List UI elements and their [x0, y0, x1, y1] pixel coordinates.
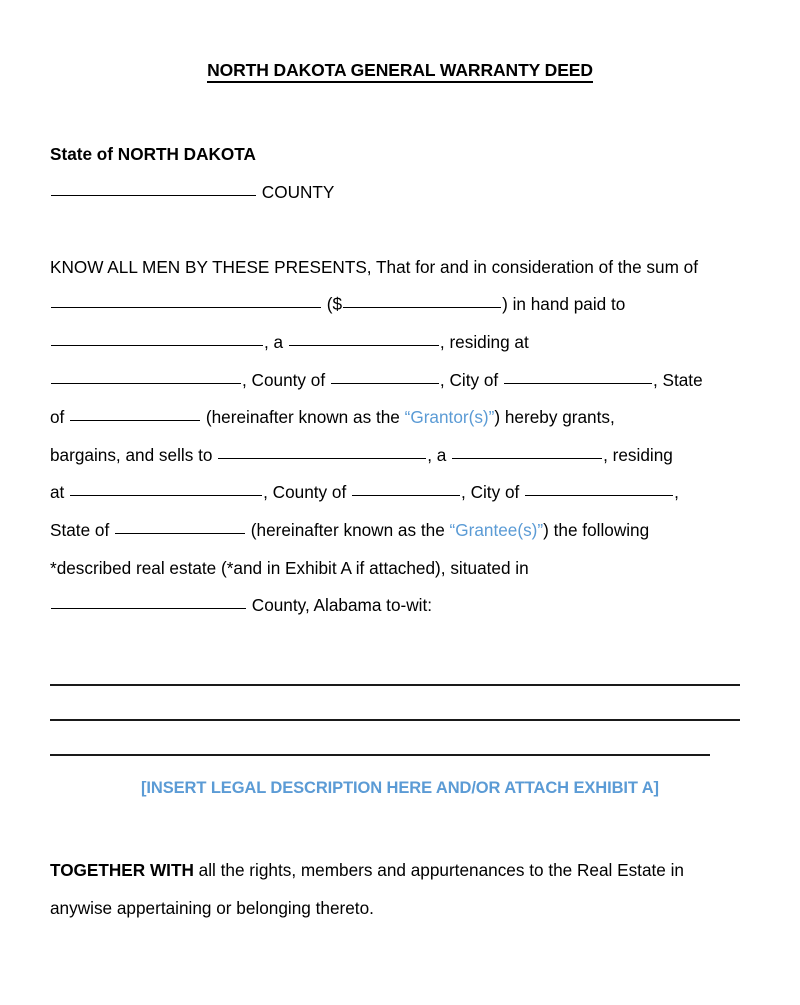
state-heading-text: State of NORTH DAKOTA: [50, 144, 256, 164]
body-spacer-1: [50, 211, 740, 249]
deed-body: [50, 136, 740, 625]
legal-description-rule-2[interactable]: [50, 719, 740, 721]
grantor-name-line: [50, 324, 740, 362]
property-county-blank[interactable]: [51, 592, 246, 609]
grantee-entity-sep: , a: [427, 444, 452, 465]
together-with-paragraph: [50, 852, 750, 927]
consideration-line-2: [50, 286, 740, 324]
described-real-estate-line: [50, 550, 740, 588]
legal-description-instruction-text: [INSERT LEGAL DESCRIPTION HERE AND/OR ATTACH EXHIBIT A]: [141, 779, 659, 797]
page-title-text: NORTH DAKOTA GENERAL WARRANTY DEED: [207, 60, 593, 83]
legal-description-rule-1[interactable]: [50, 684, 740, 686]
county-line: [50, 174, 740, 212]
grantee-address-blank[interactable]: [70, 480, 262, 497]
county-blank-field[interactable]: [51, 179, 256, 196]
grantee-city-blank[interactable]: [525, 480, 673, 497]
grantee-county-blank[interactable]: [352, 480, 460, 497]
property-county-label: County, Alabama to-wit:: [247, 595, 433, 616]
grantee-residing-label: , residing: [603, 444, 673, 465]
grantor-term: “Grantor(s)”: [404, 407, 495, 428]
legal-description-rules: [50, 664, 750, 756]
property-county-line: [50, 587, 740, 625]
consideration-amount-words-blank[interactable]: [51, 292, 321, 309]
grantee-county-label: , County of: [263, 482, 352, 503]
grantee-name-blank[interactable]: [218, 442, 426, 459]
consideration-close: ) in hand paid to: [502, 294, 626, 315]
grantor-city-label: , City of: [439, 369, 503, 390]
grantee-state-blank[interactable]: [115, 517, 245, 534]
grantor-county-label: , County of: [242, 369, 330, 390]
legal-description-rule-3[interactable]: [50, 754, 710, 756]
grantor-residing-label: , residing at: [439, 331, 529, 352]
consideration-open-paren: ($: [326, 294, 343, 315]
consideration-line-1: [50, 249, 740, 287]
grantor-address-blank[interactable]: [51, 367, 241, 384]
grantor-name-blank[interactable]: [51, 329, 263, 346]
together-with-line-2-text: anywise appertaining or belonging thereto.: [50, 897, 374, 918]
state-heading: [50, 136, 740, 174]
grantor-state-blank[interactable]: [70, 404, 200, 421]
sells-to-label: bargains, and sells to: [50, 444, 218, 465]
grantee-at-label: at: [50, 482, 70, 503]
grantor-state-label: , State: [652, 369, 703, 390]
consideration-text: KNOW ALL MEN BY THESE PRESENTS, That for and in consideration of the sum of: [50, 256, 698, 277]
together-with-label: TOGETHER WITH: [50, 860, 194, 880]
grantor-state-of-label: of: [50, 407, 70, 428]
grantor-county-blank[interactable]: [331, 367, 439, 384]
grantor-hereinafter-text: (hereinafter known as the: [201, 407, 405, 428]
county-label: COUNTY: [261, 181, 335, 202]
grantee-following-text: ) the following: [543, 519, 650, 540]
consideration-amount-numeric-blank[interactable]: [343, 292, 501, 309]
legal-description-instruction: [0, 779, 800, 798]
grantee-entity-type-blank[interactable]: [452, 442, 602, 459]
together-with-rest-text: all the rights, members and appurtenances to the Real Estate in: [193, 860, 684, 880]
grantee-term: “Grantee(s)”: [449, 519, 544, 540]
grantor-entity-type-blank[interactable]: [289, 329, 439, 346]
grantor-city-blank[interactable]: [504, 367, 652, 384]
grantee-state-of-label: State of: [50, 519, 115, 540]
grantee-definition-line: [50, 512, 740, 550]
grantee-hereinafter-text: (hereinafter known as the: [246, 519, 450, 540]
together-with-line-1: [50, 852, 750, 890]
described-real-estate-text: *described real estate (*and in Exhibit A if attached), situated in: [50, 557, 529, 578]
page-title: [0, 60, 800, 81]
grantee-comma: ,: [674, 482, 679, 503]
grantor-definition-line: [50, 399, 740, 437]
grantor-entity-sep: , a: [264, 331, 288, 352]
grantee-name-line: [50, 437, 740, 475]
grantor-address-line: [50, 362, 740, 400]
grantor-grants-text: ) hereby grants,: [494, 407, 615, 428]
grantee-address-line: [50, 474, 740, 512]
together-with-line-2: [50, 890, 750, 928]
grantee-city-label: , City of: [461, 482, 525, 503]
